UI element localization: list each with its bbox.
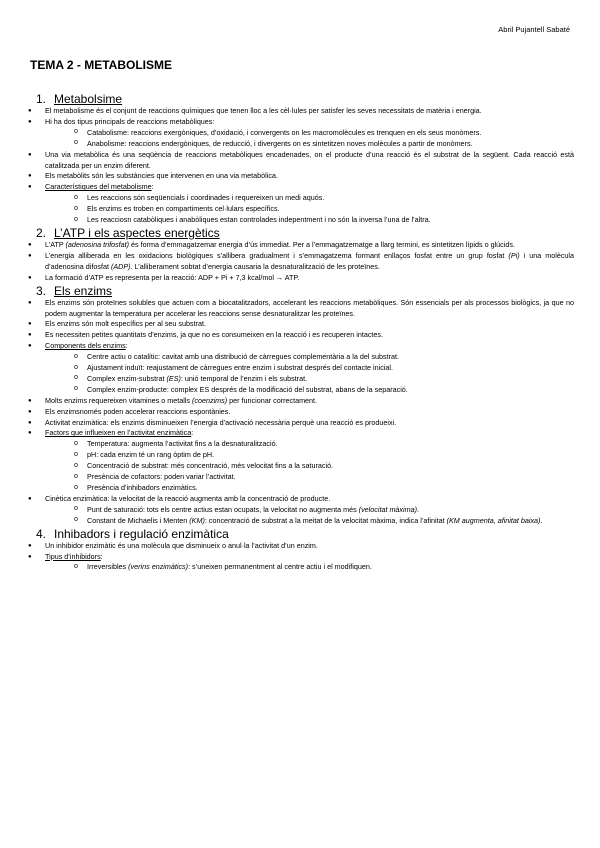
text-segment: Presència d’inhibadors enzimàtics. (87, 483, 198, 492)
text-segment: Tipus d’inhibidors (45, 551, 101, 561)
text-segment: Molts enzims requereixen vitamines o metalls (45, 395, 192, 405)
list-item-text (45, 541, 574, 552)
section-number: 1. (36, 92, 47, 106)
sub-list-item (45, 472, 574, 483)
list-item (26, 106, 574, 117)
sub-list-item (45, 562, 574, 573)
author-name: Abril Pujantell Sabaté (498, 25, 570, 34)
section-title: Metabolsime (54, 92, 123, 106)
sub-list-item (45, 385, 574, 396)
text-segment: Temperatura: augmenta l’activitat fins a la desnaturalització. (87, 439, 278, 449)
list-item-text (45, 396, 574, 407)
text-segment: Presència de cofactors: poden variar l’activitat. (87, 472, 236, 482)
list-item-text (45, 171, 574, 182)
sub-list (45, 352, 574, 396)
list-item-text (45, 330, 574, 341)
section-number: 2. (36, 225, 47, 240)
sub-list-item (45, 352, 574, 363)
text-segment: (Pi) (508, 250, 520, 260)
bullet-list (26, 298, 574, 527)
text-segment: : (100, 551, 103, 561)
section-heading (26, 527, 574, 541)
list-item-text (45, 418, 574, 429)
text-segment: Constant de Michaelis i Menten (87, 515, 190, 525)
list-item-text (45, 319, 574, 330)
text-segment: (KM) (189, 515, 205, 525)
text-segment: pH: cada enzim té un rang òptim de pH. (87, 450, 215, 460)
section-number: 3. (36, 283, 47, 298)
text-segment: La formació d’ATP es representa per la reacció: ADP + Pi + 7,3 kcal/mol → ATP. (45, 272, 300, 282)
text-segment: : unió temporal de l’enzim i els substrat. (180, 373, 308, 383)
text-segment: Els enzims són proteïnes solubles que actuen com a biocatalitzadors, accelerant les reaccions metabòliques. Són essencials per als processos biològics, ja que no podem augmentar la temperatura per accelerar les reaccions sense desnaturalitzar les proteïnes. (45, 297, 574, 318)
list-item (26, 273, 574, 284)
bullet-list (26, 106, 574, 226)
sub-list (45, 193, 574, 226)
text-segment: Ajustament induït: reajustament de càrregues entre enzim i substrat després del contacte inicial. (87, 363, 394, 373)
list-item-text (45, 552, 574, 563)
text-segment: Complex enzim-producte: complex ES després de la modificació del substrat, abans de la separació. (87, 384, 408, 394)
text-segment: Un inhibidor enzimàtic és una molècula que disminueix o anul·la l’activitat d’un enzim. (45, 540, 318, 550)
text-segment: Catabolisme: reaccions exergòniques, d’oxidació, i convergents on les macromolècules es trenquen en els seus monòmers. (87, 127, 482, 137)
text-segment: . L’alliberament sobtat d’energia causaria la desnaturalització de les proteïnes. (130, 261, 380, 271)
list-item (26, 298, 574, 320)
section-title: L’ATP i els aspectes energètics (54, 225, 220, 240)
text-segment: . (540, 515, 543, 525)
list-item-text (45, 182, 574, 193)
list-item (26, 341, 574, 396)
list-item-text (45, 494, 574, 505)
list-item-text (45, 251, 574, 273)
list-item (26, 552, 574, 574)
text-segment: Els enzims són molt específics per al seu substrat. (45, 319, 206, 329)
list-item-text (45, 428, 574, 439)
text-segment: Les reacciosn catabòliques i anabòliques estan controlades indepentment i no són la inversa l’una de l’altra. (87, 215, 431, 225)
list-item-text (45, 117, 574, 128)
document-title: TEMA 2 - METABOLISME (30, 58, 172, 72)
text-segment: Hi ha dos tipus principals de reaccions metabòliques: (45, 116, 215, 126)
text-segment: (coenzims) (192, 395, 228, 405)
sub-list-item (45, 439, 574, 450)
text-segment: Les reaccions són seqüencials i coordinades i requereixen un medi aquós. (87, 193, 325, 203)
sub-list-item (45, 461, 574, 472)
text-segment: : (191, 428, 194, 438)
text-segment: : (151, 182, 154, 192)
text-segment: (velocitat màxima) (358, 504, 417, 514)
text-segment: L’energia alliberada en les oxidacions biològiques s’allibera gradualment i s’emmagatzema formant enllaços fosfat entre un grup fosfat (45, 250, 509, 260)
sub-list (45, 439, 574, 494)
text-segment: és forma d’emmagatzemar energia d’ús immediat. Per a l’emmagatzematge a llarg termini, es sintetitzen lípids o glúcids. (129, 239, 515, 249)
section-title: Els enzims (54, 283, 113, 298)
text-segment: Activitat enzimàtica: els enzims disminueixen l’energia d’activació necessària perquè una reacció es produeixi. (45, 417, 397, 427)
section-heading (26, 226, 574, 240)
sub-list (45, 128, 574, 150)
sub-list-item (45, 128, 574, 139)
text-segment: per funcionar correctament. (227, 395, 318, 405)
sub-list-item (45, 215, 574, 226)
text-segment: Components dels enzims (45, 341, 126, 351)
list-item (26, 171, 574, 182)
text-segment: Anabolisme: reaccions endergòniques, de reducció, i divergents on es sintetitzen noves molècules a partir de monòmers. (87, 138, 473, 148)
bullet-list (26, 541, 574, 574)
section-heading (26, 284, 574, 298)
text-segment: Característiques del metabolisme (45, 182, 152, 192)
text-segment: Punt de saturació: tots els centre actius estan ocupats, la velocitat no augmenta més (87, 504, 359, 514)
sub-list-item (45, 139, 574, 150)
section-number: 4. (36, 526, 47, 541)
sub-list-item (45, 374, 574, 385)
sub-list (45, 562, 574, 573)
text-segment: Factors que influeixen en l’activitat enzimàtica (45, 428, 192, 438)
list-item-text (45, 298, 574, 320)
text-segment: (adenosina trifosfat) (65, 239, 130, 249)
list-item (26, 541, 574, 552)
text-segment: : concentració de substrat a la meitat de la velocitat màxima, indica l’afinitat (204, 515, 447, 525)
text-segment: (ADP) (110, 261, 131, 271)
sub-list-item (45, 505, 574, 516)
list-item (26, 150, 574, 172)
sub-list-item (45, 483, 574, 494)
list-item (26, 319, 574, 330)
sub-list (45, 505, 574, 527)
list-item (26, 330, 574, 341)
list-item (26, 494, 574, 527)
list-item-text (45, 240, 574, 251)
text-segment: (ES) (166, 373, 181, 383)
list-item-text (45, 150, 574, 172)
list-item (26, 117, 574, 150)
list-item (26, 418, 574, 429)
text-segment: Centre actiu o catalític: cavitat amb una distribució de càrregues complementària a la del substrat. (87, 352, 400, 362)
list-item (26, 407, 574, 418)
text-segment: i una molècula d’adenosina difosfat (45, 250, 575, 271)
document-body (26, 92, 574, 573)
list-item (26, 182, 574, 226)
text-segment: : s’uneixen permanentment al centre actiu i el modifiquen. (188, 562, 372, 572)
text-segment: Una via metabòlica és una seqüència de reaccions metabòliques encadenades, on el producte d’una reacció és el substrat de la següent. Cada reacció està catalitzada per un enzim diferent. (45, 149, 574, 170)
text-segment: Els enzimsnomés poden accelerar reaccions espontànies. (45, 406, 231, 416)
bullet-list (26, 240, 574, 284)
text-segment: L’ATP (45, 239, 66, 249)
list-item (26, 251, 574, 273)
list-item-text (45, 407, 574, 418)
list-item-text (45, 341, 574, 352)
sub-list-item (45, 204, 574, 215)
text-segment: Els metabòlits són les substàncies que intervenen en una via metabòlica. (45, 171, 278, 181)
text-segment: Complex enzim-substrat (87, 373, 167, 383)
text-segment: Els enzims es troben en compartiments cel·lulars específics. (87, 204, 280, 214)
sub-list-item (45, 450, 574, 461)
sub-list-item (45, 363, 574, 374)
list-item (26, 428, 574, 493)
text-segment: (verins enzimàtics) (128, 562, 189, 572)
list-item (26, 240, 574, 251)
sub-list-item (45, 516, 574, 527)
text-segment: (KM augmenta, afinitat baixa) (446, 515, 541, 525)
text-segment: Concentració de substrat: més concentració, més velocitat fins a la saturació. (87, 461, 334, 471)
text-segment: Es necessiten petites quantitats d’enzims, ja que no es consumeixen en la reacció i es recuperen intactes. (45, 330, 384, 340)
list-item-text (45, 106, 574, 117)
text-segment: El metabolisme és el conjunt de reaccions químiques que tenen lloc a les cèl·lules per satisfer les seves necessitats de matèria i energia. (45, 106, 482, 115)
sub-list-item (45, 193, 574, 204)
section-title: Inhibadors i regulació enzimàtica (54, 526, 229, 541)
text-segment: Cinètica enzimàtica: la velocitat de la reacció augmenta amb la concentració de producte. (45, 493, 331, 503)
text-segment: Irreversibles (87, 562, 129, 572)
text-segment: . (417, 504, 419, 514)
section-heading (26, 92, 574, 106)
list-item (26, 396, 574, 407)
list-item-text (45, 273, 574, 284)
text-segment: : (125, 341, 128, 351)
